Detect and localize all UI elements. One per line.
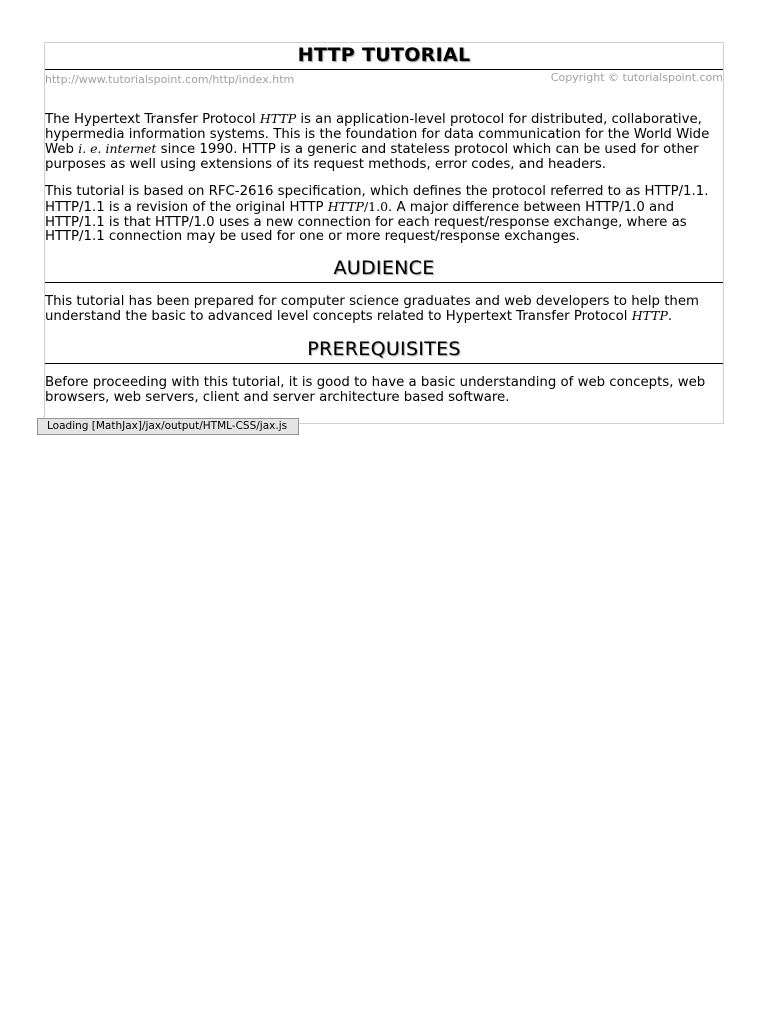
audience-heading: AUDIENCE [333,256,435,279]
audience-paragraph: This tutorial has been prepared for computer science graduates and web developers to help them understand the basic to advanced level concepts related to Hypertext Transfer Protocol HTTP. [45,293,699,325]
copyright-notice: Copyright © tutorialspoint.com [550,71,723,84]
prerequisites-paragraph: Before proceeding with this tutorial, it is good to have a basic understanding of web concepts, web browsers, web servers, client and server architecture based software. [45,374,706,405]
page-title: HTTP TUTORIAL [297,44,471,66]
prerequisites-heading: PREREQUISITES [307,337,461,360]
math-http: HTTP [259,111,297,126]
document-page [44,42,724,424]
page-meta [45,70,723,92]
source-url: http://www.tutorialspoint.com/http/index.htm [45,73,295,86]
math-http-version: HTTP [327,198,364,214]
audience-divider [45,282,723,283]
math-ie-internet: i. e. internet [78,141,157,157]
math-http: HTTP [631,308,668,324]
mathjax-loading-status: Loading [MathJax]/jax/output/HTML-CSS/jax.js [37,418,299,435]
intro-paragraph-2: This tutorial is based on RFC-2616 specification, which defines the protocol referred to as HTTP/1.1. HTTP/1.1 is a revision of the original HTTP HTTP/1.0. A major difference between HTTP/1.0 and HTTP/1.1 is that HTTP/1.0 uses a new connection for each request/response exchange, where as HTTP/1.1 connection may be used for one or more request/response exchanges. [45,184,709,245]
intro-paragraph-1: The Hypertext Transfer Protocol HTTP is an application-level protocol for distributed, collaborative, hypermedia information systems. This is the foundation for data communication for the World Wide Web i. e. internet since 1990. HTTP is a generic and stateless protocol which can be used for other purposes as well using extensions of its request methods, error codes, and headers. [45,111,710,172]
prerequisites-divider [45,363,723,364]
